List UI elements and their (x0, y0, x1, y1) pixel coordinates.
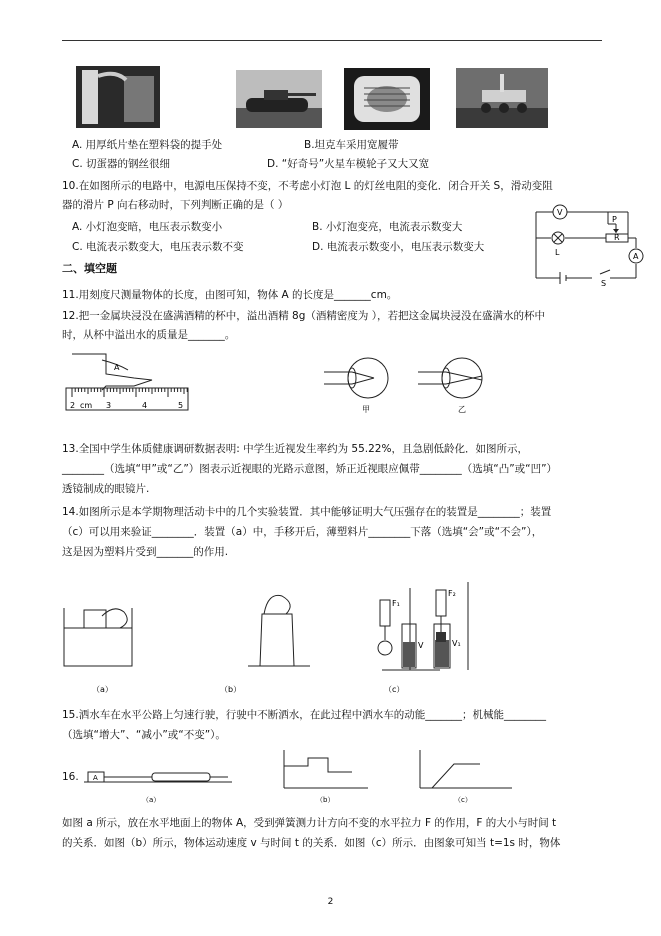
photo-plastic-bag (76, 66, 160, 128)
header-rule (62, 40, 602, 41)
eye-figures (322, 354, 512, 416)
ruler-tick-2: 2 (70, 401, 76, 410)
circuit-label-s: S (601, 279, 607, 286)
q10-option-d: D. 电流表示数变小，电压表示数变大 (312, 241, 485, 253)
q11-text: 11.用刻度尺测量物体的长度，由图可知，物体 A 的长度是_______cm。 (62, 289, 398, 301)
photo-tank (236, 70, 322, 128)
fig16-label-b: （b） (316, 796, 335, 804)
fig16-label-a: （a） (142, 796, 161, 804)
eye-label-yi: 乙 (458, 405, 466, 414)
q13-line2: ________（选填“甲”或“乙”）图表示近视眼的光路示意图，矫正近视眼应佩带________（选填“凸”或“凹”） (62, 463, 558, 475)
ruler-tick-4: 4 (142, 401, 148, 410)
page-number: 2 (327, 897, 334, 907)
ruler-unit: cm (80, 401, 93, 410)
circuit-diagram (528, 200, 652, 286)
q9-option-a: A. 用厚纸片垫在塑料袋的提手处 (72, 139, 223, 151)
fig16-block-a: A (93, 774, 98, 782)
circuit-label-l: L (555, 248, 560, 257)
fig14-label-c: （c） (384, 685, 405, 694)
q12-line1: 12.把一金属块浸没在盛满酒精的杯中，溢出酒精 8g（酒精密度为 ），若把这金属块浸没在盛满水的杯中 (62, 310, 545, 322)
fig14-label-v1: V₁ (452, 639, 461, 648)
fig14-label-f2: F₂ (448, 589, 456, 598)
fig16-label-c: （c） (454, 796, 472, 804)
q9-option-d: D. “好奇号”火星车模轮子又大又宽 (267, 158, 430, 170)
q13-line1: 13.全国中学生体质健康调研数据表明: 中学生近视发生率约为 55.22%，且急剧低龄化．如图所示， (62, 443, 528, 455)
fig14-label-v: V (418, 641, 424, 650)
q16-number: 16. (62, 771, 79, 783)
photo-egg-slicer (344, 68, 430, 130)
circuit-label-a: A (633, 252, 639, 261)
ruler-tick-3: 3 (106, 401, 112, 410)
photo-mars-rover (456, 68, 548, 128)
fig14-label-b: （b） (220, 685, 242, 694)
q9-option-b: B.坦克车采用宽履带 (304, 139, 399, 151)
q10-option-b: B. 小灯泡变亮，电流表示数变大 (312, 221, 463, 233)
q14-line3: 这是因为塑料片受到_______的作用. (62, 546, 229, 558)
fig14-apparatus (62, 570, 502, 698)
circuit-label-v: V (557, 208, 563, 217)
q15-line1: 15.洒水车在水平公路上匀速行驶，行驶中不断洒水，在此过程中洒水车的动能_______；机械能________ (62, 709, 546, 721)
fig14-label-a: （a） (92, 685, 113, 694)
eye-label-jia: 甲 (362, 405, 370, 414)
circuit-label-r: R (614, 233, 620, 242)
section-fill-in-title: 二、填空题 (62, 262, 117, 275)
q14-line2: （c）可以用来验证________．装置（a）中，手移开后，薄塑料片________下落（选填“会”或“不会”）， (62, 526, 543, 538)
ruler-label-a: A (114, 363, 120, 372)
fig14-label-f1: F₁ (392, 599, 400, 608)
fig16-graphs (82, 748, 532, 806)
q10-stem-line2: 器的滑片 P 向右移动时，下列判断正确的是（ ） (62, 199, 289, 211)
q10-stem-line1: 10.在如图所示的电路中，电源电压保持不变，不考虑小灯泡 L 的灯丝电阻的变化．闭合开关 S，滑动变阻 (62, 180, 553, 192)
q10-option-a: A. 小灯泡变暗，电压表示数变小 (72, 221, 223, 233)
q16-line1: 如图 a 所示，放在水平地面上的物体 A，受到弹簧测力计方向不变的水平拉力 F 的作用，F 的大小与时间 t (62, 817, 557, 829)
q9-option-c: C. 切蛋器的钢丝很细 (72, 158, 171, 170)
q16-line2: 的关系．如图（b）所示，物体运动速度 v 与时间 t 的关系．如图（c）所示．由图象可知当 t=1s 时，物体 (62, 837, 561, 849)
q13-line3: 透镜制成的眼镜片. (62, 483, 150, 495)
ruler-tick-5: 5 (178, 401, 184, 410)
ruler-figure (62, 350, 192, 416)
q14-line1: 14.如图所示是本学期物理活动卡中的几个实验装置．其中能够证明大气压强存在的装置是________；装置 (62, 506, 552, 518)
q15-line2: （选填“增大”、“减小”或“不变”）。 (62, 729, 226, 741)
q10-option-c: C. 电流表示数变大，电压表示数不变 (72, 241, 244, 253)
q12-line2: 时，从杯中溢出水的质量是_______。 (62, 329, 236, 341)
circuit-label-p: P (612, 215, 617, 224)
